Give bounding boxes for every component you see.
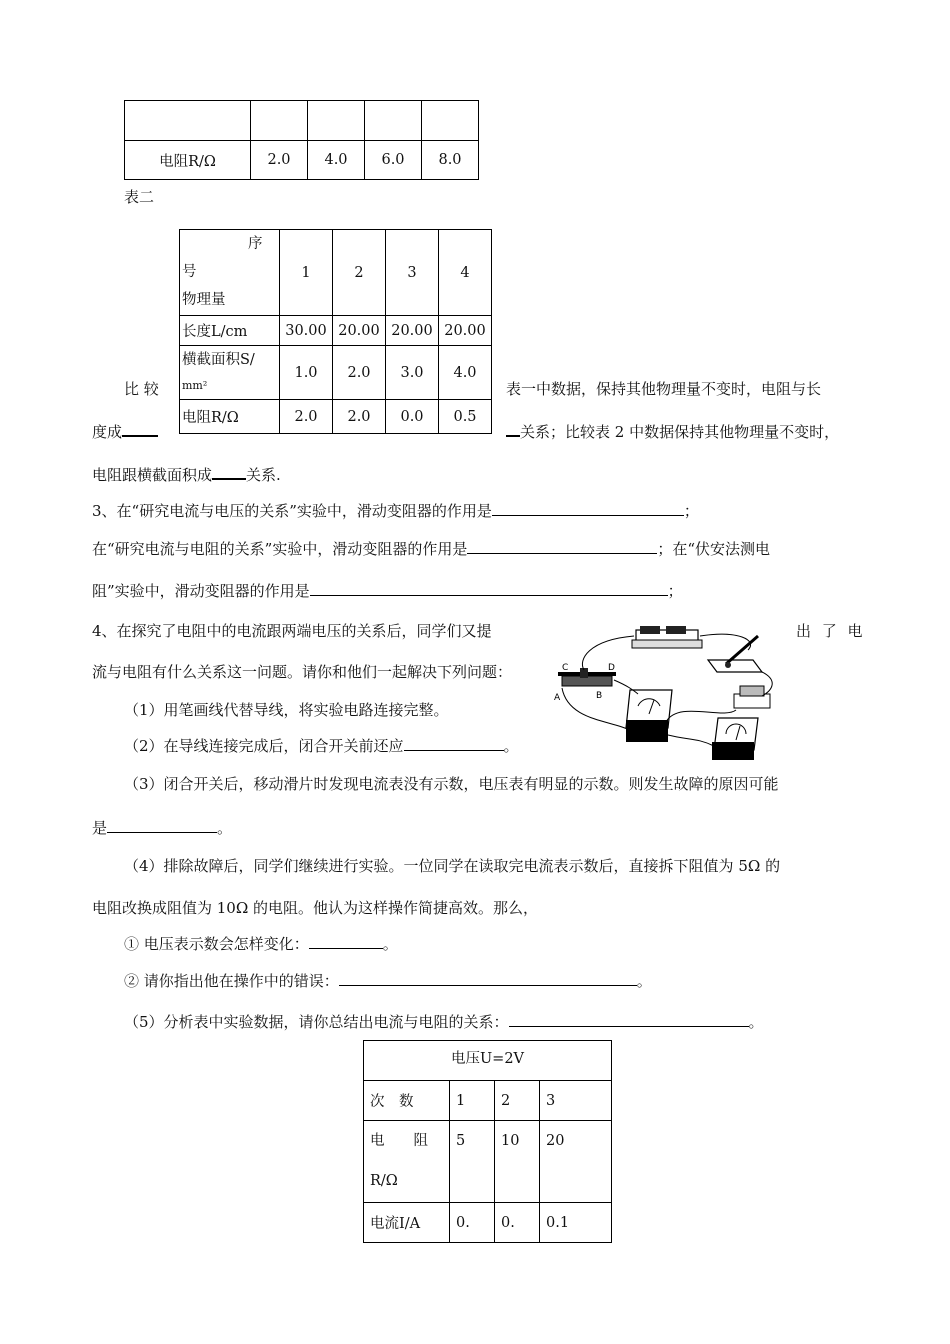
q4-5-text: （5）分析表中实验数据，请你总结出电流与电阻的关系：	[124, 1013, 509, 1031]
row-label: 电阻R/Ω	[125, 141, 251, 180]
table-cell	[251, 101, 308, 141]
relation-line-right	[506, 421, 839, 442]
row-label-line1: 电 阻	[370, 1133, 428, 1149]
q4-line1-right: 出 了 电	[796, 622, 866, 640]
label-d: D	[608, 663, 615, 673]
q4-2	[124, 735, 519, 756]
table-cell: 0.	[495, 1203, 540, 1243]
q4-3: （3）闭合开关后，移动滑片时发现电流表没有示数，电压表有明显的示数。则发生故障的原因可能	[124, 775, 779, 793]
q4-5	[124, 1011, 764, 1032]
table-cell: 0.0	[386, 400, 439, 434]
answer-blank[interactable]	[404, 736, 504, 751]
q4-2-text: （2）在导线连接完成后，闭合开关前还应	[124, 737, 404, 755]
cross-section-text: 电阻跟横截面积成	[92, 466, 213, 484]
table-cell: 2.0	[333, 400, 386, 434]
q4-4d-text: ② 请你指出他在操作中的错误：	[124, 972, 339, 990]
row-label-line2: mm²	[182, 378, 208, 392]
table-cell: 20.00	[333, 316, 386, 346]
q4-1: （1）用笔画线代替导线，将实验电路连接完整。	[124, 701, 449, 719]
answer-blank[interactable]	[309, 934, 383, 949]
table-cell: 10	[495, 1121, 540, 1203]
col-header: 1	[280, 230, 333, 316]
label-a: A	[554, 693, 561, 703]
header-hao: 号	[182, 264, 197, 280]
table-cell: 20.00	[386, 316, 439, 346]
table-cell: 2	[495, 1081, 540, 1121]
switch-icon	[708, 636, 762, 672]
row-label	[180, 346, 280, 400]
answer-blank[interactable]	[212, 464, 246, 480]
compare-text-left: 比 较	[124, 380, 159, 398]
q3-text-mid: ；在“伏安法测电	[657, 540, 771, 558]
q4-5-end: 。	[748, 1013, 764, 1031]
q4-4c-end: 。	[382, 935, 398, 953]
table-cell: 0.	[450, 1203, 495, 1243]
relation-suffix: 关系；比较表 2 中数据保持其他物理量不变时，	[520, 423, 840, 441]
q4-3b-end: 。	[217, 819, 233, 837]
q3-end: ；	[683, 502, 699, 520]
row-label: 长度L/cm	[180, 316, 280, 346]
answer-blank[interactable]	[492, 501, 684, 516]
table-cell	[308, 101, 365, 141]
table-cell: 20	[540, 1121, 612, 1203]
relation-prefix: 度成	[92, 423, 123, 441]
answer-blank[interactable]	[339, 971, 637, 986]
table-cell: 4.0	[308, 141, 365, 180]
table-cell: 2.0	[333, 346, 386, 400]
q3-text: 阻”实验中，滑动变阻器的作用是	[92, 582, 310, 600]
table-2-caption: 表二	[124, 188, 155, 206]
voltmeter-icon	[712, 718, 758, 760]
table-cell	[422, 101, 479, 141]
cross-section-end: 关系.	[246, 466, 281, 484]
table-3	[363, 1040, 612, 1243]
q3-text: 3、在“研究电流与电压的关系”实验中，滑动变阻器的作用是	[92, 502, 492, 520]
row-label: 次 数	[364, 1081, 450, 1121]
answer-blank[interactable]	[107, 818, 217, 833]
row-label-line1: 横截面积S/	[182, 351, 255, 368]
q3-line2	[92, 538, 770, 559]
table-3-title: 电压U=2V	[364, 1041, 612, 1081]
table-cell: 1	[450, 1081, 495, 1121]
table-cell: 5	[450, 1121, 495, 1203]
label-b: B	[596, 691, 603, 701]
compare-text-right: 表一中数据，保持其他物理量不变时，电阻与长	[506, 380, 822, 398]
table-cell	[125, 101, 251, 141]
table-cell: 2.0	[280, 400, 333, 434]
row-label	[364, 1121, 450, 1203]
cross-section-line	[92, 464, 281, 485]
q4-4b: 电阻改换成阻值为 10Ω 的电阻。他认为这样操作简捷高效。那么，	[92, 899, 539, 917]
q3-end: ；	[667, 582, 683, 600]
q4-line1: 4、在探究了电阻中的电流跟两端电压的关系后，同学们又提	[92, 622, 492, 640]
table-cell: 0.5	[439, 400, 492, 434]
header-cell	[180, 230, 280, 316]
table-cell: 1.0	[280, 346, 333, 400]
q4-4d-end: 。	[636, 972, 652, 990]
table-cell: 6.0	[365, 141, 422, 180]
table-cell: 3	[540, 1081, 612, 1121]
col-header: 2	[333, 230, 386, 316]
ammeter-icon	[626, 690, 672, 742]
header-quantity: 物理量	[182, 292, 226, 308]
answer-blank[interactable]	[122, 421, 158, 437]
q3-line1	[92, 500, 699, 521]
table-cell: 30.00	[280, 316, 333, 346]
q4-4d	[124, 970, 652, 991]
table-cell: 8.0	[422, 141, 479, 180]
q4-4c	[124, 933, 398, 954]
q4-2-end: 。	[503, 737, 519, 755]
q4-4: （4）排除故障后，同学们继续进行实验。一位同学在读取完电流表示数后，直接拆下阻值为 5Ω 的	[124, 857, 781, 875]
col-header: 3	[386, 230, 439, 316]
table-cell: 4.0	[439, 346, 492, 400]
resistor-icon	[734, 686, 770, 708]
answer-blank[interactable]	[467, 539, 657, 554]
answer-blank[interactable]	[506, 421, 520, 437]
table-1	[124, 100, 479, 180]
table-cell	[365, 101, 422, 141]
circuit-diagram	[548, 620, 796, 762]
row-label: 电阻R/Ω	[180, 400, 280, 434]
q3-text: 在“研究电流与电阻的关系”实验中，滑动变阻器的作用是	[92, 540, 468, 558]
label-c: C	[562, 663, 569, 673]
q4-line2: 流与电阻有什么关系这一问题。请你和他们一起解决下列问题：	[92, 663, 513, 681]
q4-3b-text: 是	[92, 819, 108, 837]
row-label: 电流I/A	[364, 1203, 450, 1243]
table-2	[179, 229, 492, 434]
answer-blank[interactable]	[509, 1012, 749, 1027]
table-cell: 20.00	[439, 316, 492, 346]
answer-blank[interactable]	[310, 581, 668, 596]
table-cell: 3.0	[386, 346, 439, 400]
battery-icon	[632, 626, 702, 648]
table-cell: 0.1	[540, 1203, 612, 1243]
row-label-line2: R/Ω	[370, 1173, 398, 1189]
rheostat-icon	[554, 663, 616, 703]
relation-line-left	[92, 421, 158, 442]
table-cell: 2.0	[251, 141, 308, 180]
col-header: 4	[439, 230, 492, 316]
q4-4c-text: ① 电压表示数会怎样变化：	[124, 935, 309, 953]
q3-line3	[92, 580, 683, 601]
header-xu: 序	[248, 236, 263, 252]
q4-3b	[92, 817, 232, 838]
